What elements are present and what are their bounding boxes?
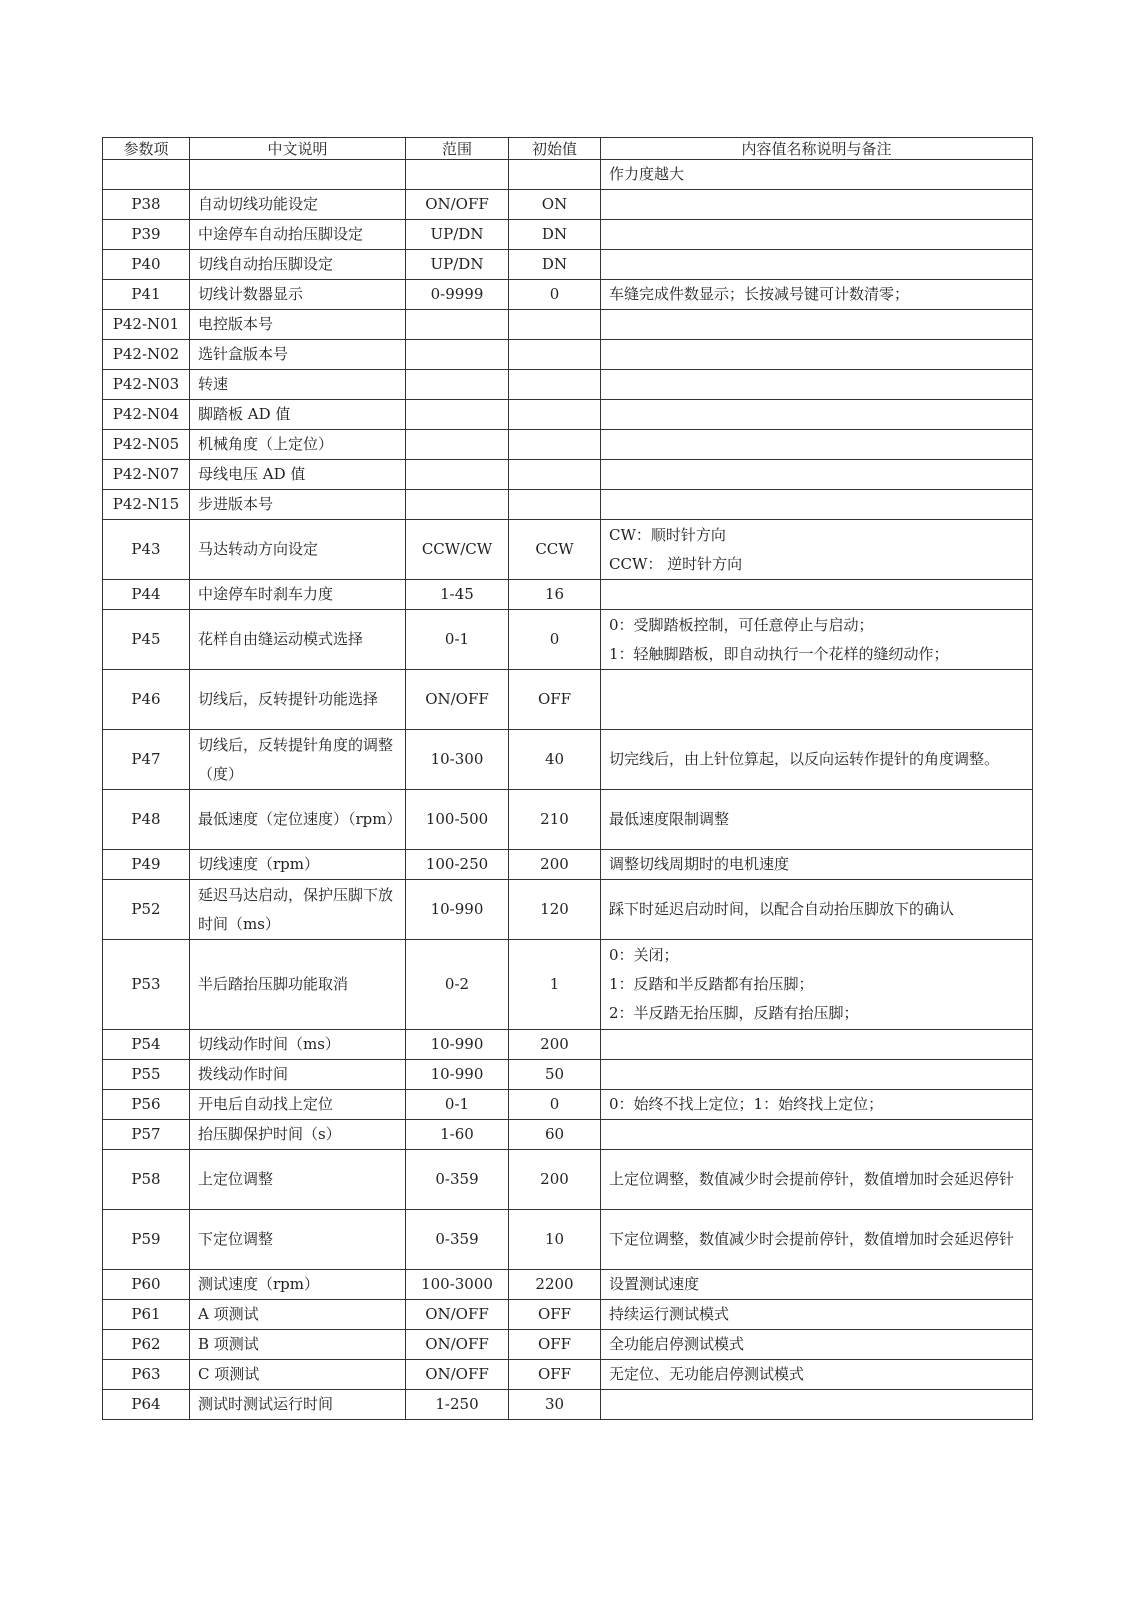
- param-description-cell: 最低速度（定位速度）（rpm）: [190, 790, 406, 850]
- param-initial-value-cell: 210: [509, 790, 601, 850]
- param-notes-cell: [601, 1030, 1033, 1060]
- param-code-cell: P43: [103, 520, 190, 580]
- param-initial-value-cell: CCW: [509, 520, 601, 580]
- param-description-cell: 转速: [190, 370, 406, 400]
- header-range: 范围: [406, 138, 509, 160]
- param-range-cell: 10-990: [406, 880, 509, 940]
- param-code-cell: P45: [103, 610, 190, 670]
- param-notes-cell: [601, 730, 1033, 790]
- param-notes-cell: [601, 370, 1033, 400]
- param-code-cell: P64: [103, 1390, 190, 1420]
- header-initial-value: 初始值: [509, 138, 601, 160]
- param-notes-cell: [601, 850, 1033, 880]
- param-code-cell: P39: [103, 220, 190, 250]
- note-line: CW：顺时针方向: [609, 525, 726, 544]
- param-initial-value-cell: 40: [509, 730, 601, 790]
- table-row: [103, 220, 1033, 250]
- param-range-cell: 0-9999: [406, 280, 509, 310]
- param-code-cell: P44: [103, 580, 190, 610]
- table-row: [103, 370, 1033, 400]
- param-description-cell: 脚踏板 AD 值: [190, 400, 406, 430]
- note-line: 持续运行测试模式: [609, 1305, 730, 1323]
- param-range-cell: ON/OFF: [406, 1330, 509, 1360]
- note-line: 上定位调整，数值减少时会提前停针，数值增加时会延迟停针: [609, 1170, 1015, 1188]
- param-description-cell: 切线后，反转提针功能选择: [190, 670, 406, 730]
- param-range-cell: 10-990: [406, 1060, 509, 1090]
- table-row: [103, 1060, 1033, 1090]
- param-initial-value-cell: OFF: [509, 670, 601, 730]
- param-initial-value-cell: 10: [509, 1210, 601, 1270]
- param-description-cell: A 项测试: [190, 1300, 406, 1330]
- param-range-cell: [406, 460, 509, 490]
- note-line: 0：关闭；: [609, 946, 679, 964]
- param-range-cell: 0-1: [406, 1090, 509, 1120]
- table-row: [103, 340, 1033, 370]
- param-initial-value-cell: 200: [509, 850, 601, 880]
- param-notes-cell: [601, 1210, 1033, 1270]
- param-description-cell: 自动切线功能设定: [190, 190, 406, 220]
- header-row: [103, 138, 1033, 160]
- param-notes-cell: [601, 610, 1033, 670]
- table-row: [103, 940, 1033, 1030]
- table-row: [103, 850, 1033, 880]
- param-description-cell: 切线速度（rpm）: [190, 850, 406, 880]
- param-notes-cell: [601, 310, 1033, 340]
- param-notes-cell: [601, 400, 1033, 430]
- param-range-cell: [406, 400, 509, 430]
- table-body: [103, 160, 1033, 1420]
- table-header: [103, 138, 1033, 160]
- param-range-cell: 100-3000: [406, 1270, 509, 1300]
- param-notes-cell: [601, 790, 1033, 850]
- param-notes-cell: [601, 460, 1033, 490]
- param-range-cell: ON/OFF: [406, 190, 509, 220]
- note-line: CCW： 逆时针方向: [609, 554, 743, 573]
- param-notes-cell: [601, 250, 1033, 280]
- table-row: [103, 1090, 1033, 1120]
- param-description-cell: 切线动作时间（ms）: [190, 1030, 406, 1060]
- table-row: [103, 790, 1033, 850]
- table-row: [103, 190, 1033, 220]
- param-notes-cell: [601, 190, 1033, 220]
- param-description-cell: 马达转动方向设定: [190, 520, 406, 580]
- table-row: [103, 1120, 1033, 1150]
- param-initial-value-cell: OFF: [509, 1300, 601, 1330]
- table-row: [103, 1270, 1033, 1300]
- table-row: [103, 520, 1033, 580]
- table-row: [103, 670, 1033, 730]
- table-row: [103, 1360, 1033, 1390]
- table-row: [103, 310, 1033, 340]
- note-line: 0：受脚踏板控制，可任意停止与启动；: [609, 615, 874, 634]
- param-description-cell: 花样自由缝运动模式选择: [190, 610, 406, 670]
- param-code-cell: P42-N04: [103, 400, 190, 430]
- param-description-cell: 测试时测试运行时间: [190, 1390, 406, 1420]
- param-notes-cell: [601, 880, 1033, 940]
- param-range-cell: 0-359: [406, 1210, 509, 1270]
- header-code: 参数项: [103, 138, 190, 160]
- param-code-cell: P42-N03: [103, 370, 190, 400]
- header-description: 中文说明: [190, 138, 406, 160]
- param-range-cell: UP/DN: [406, 250, 509, 280]
- param-code-cell: P59: [103, 1210, 190, 1270]
- note-line: 车缝完成件数显示；长按减号键可计数清零；: [609, 285, 910, 303]
- param-initial-value-cell: 60: [509, 1120, 601, 1150]
- param-code-cell: P42-N05: [103, 430, 190, 460]
- param-initial-value-cell: [509, 430, 601, 460]
- param-range-cell: [406, 310, 509, 340]
- param-initial-value-cell: 120: [509, 880, 601, 940]
- param-code-cell: P42-N15: [103, 490, 190, 520]
- table-row: [103, 1300, 1033, 1330]
- param-initial-value-cell: 200: [509, 1030, 601, 1060]
- note-line: 0：始终不找上定位；1：始终找上定位；: [609, 1095, 884, 1113]
- param-description-cell: 母线电压 AD 值: [190, 460, 406, 490]
- note-line: 全功能启停测试模式: [609, 1335, 745, 1353]
- param-code-cell: P42-N02: [103, 340, 190, 370]
- param-description-cell: 拨线动作时间: [190, 1060, 406, 1090]
- param-notes-cell: [601, 1090, 1033, 1120]
- note-line: 最低速度限制调整: [609, 810, 730, 828]
- param-notes-cell: [601, 430, 1033, 460]
- param-notes-cell: [601, 1330, 1033, 1360]
- param-code-cell: P42-N01: [103, 310, 190, 340]
- param-code-cell: [103, 160, 190, 190]
- param-notes-cell: [601, 580, 1033, 610]
- param-range-cell: [406, 160, 509, 190]
- param-code-cell: P52: [103, 880, 190, 940]
- note-line: 设置测试速度: [609, 1275, 700, 1293]
- param-range-cell: [406, 490, 509, 520]
- param-initial-value-cell: [509, 490, 601, 520]
- param-initial-value-cell: OFF: [509, 1360, 601, 1390]
- param-initial-value-cell: ON: [509, 190, 601, 220]
- param-notes-cell: [601, 160, 1033, 190]
- param-description-cell: 抬压脚保护时间（s）: [190, 1120, 406, 1150]
- param-notes-cell: [601, 1270, 1033, 1300]
- param-initial-value-cell: 50: [509, 1060, 601, 1090]
- param-code-cell: P49: [103, 850, 190, 880]
- param-range-cell: ON/OFF: [406, 670, 509, 730]
- param-range-cell: 100-250: [406, 850, 509, 880]
- note-line: 1：反踏和半反踏都有抬压脚；: [609, 975, 814, 993]
- param-description-cell: 机械角度（上定位）: [190, 430, 406, 460]
- param-description-cell: 切线自动抬压脚设定: [190, 250, 406, 280]
- param-code-cell: P58: [103, 1150, 190, 1210]
- param-initial-value-cell: 2200: [509, 1270, 601, 1300]
- param-description-cell: 中途停车时刹车力度: [190, 580, 406, 610]
- param-range-cell: 1-250: [406, 1390, 509, 1420]
- param-initial-value-cell: 200: [509, 1150, 601, 1210]
- param-code-cell: P61: [103, 1300, 190, 1330]
- param-description-cell: 测试速度（rpm）: [190, 1270, 406, 1300]
- table-row: [103, 460, 1033, 490]
- param-notes-cell: [601, 520, 1033, 580]
- note-line: 1：轻触脚踏板，即自动执行一个花样的缝纫动作；: [609, 644, 949, 663]
- param-code-cell: P55: [103, 1060, 190, 1090]
- param-code-cell: P42-N07: [103, 460, 190, 490]
- param-notes-cell: [601, 940, 1033, 1030]
- param-description-cell: 中途停车自动抬压脚设定: [190, 220, 406, 250]
- note-line: 下定位调整，数值减少时会提前停针，数值增加时会延迟停针: [609, 1230, 1015, 1248]
- param-description-cell: C 项测试: [190, 1360, 406, 1390]
- param-initial-value-cell: [509, 340, 601, 370]
- param-range-cell: UP/DN: [406, 220, 509, 250]
- param-notes-cell: [601, 1150, 1033, 1210]
- param-range-cell: 10-300: [406, 730, 509, 790]
- param-notes-cell: [601, 340, 1033, 370]
- param-code-cell: P60: [103, 1270, 190, 1300]
- parameter-table: [102, 137, 1033, 1420]
- param-description-cell: 选针盒版本号: [190, 340, 406, 370]
- param-notes-cell: [601, 1300, 1033, 1330]
- table-row: [103, 1210, 1033, 1270]
- param-range-cell: CCW/CW: [406, 520, 509, 580]
- param-range-cell: 1-60: [406, 1120, 509, 1150]
- table-row: [103, 160, 1033, 190]
- param-initial-value-cell: 0: [509, 610, 601, 670]
- note-line: 作力度越大: [609, 165, 685, 183]
- param-code-cell: P40: [103, 250, 190, 280]
- param-description-cell: 下定位调整: [190, 1210, 406, 1270]
- header-notes: 内容值名称说明与备注: [601, 138, 1033, 160]
- param-notes-cell: [601, 1360, 1033, 1390]
- param-code-cell: P63: [103, 1360, 190, 1390]
- param-range-cell: [406, 370, 509, 400]
- param-initial-value-cell: 30: [509, 1390, 601, 1420]
- table-row: [103, 580, 1033, 610]
- param-range-cell: [406, 340, 509, 370]
- table-row: [103, 1030, 1033, 1060]
- param-notes-cell: [601, 1060, 1033, 1090]
- note-line: 无定位、无功能启停测试模式: [609, 1365, 805, 1383]
- param-notes-cell: [601, 1120, 1033, 1150]
- param-range-cell: 0-2: [406, 940, 509, 1030]
- note-line: 调整切线周期时的电机速度: [609, 855, 790, 873]
- param-notes-cell: [601, 1390, 1033, 1420]
- param-range-cell: 100-500: [406, 790, 509, 850]
- param-initial-value-cell: 1: [509, 940, 601, 1030]
- param-code-cell: P54: [103, 1030, 190, 1060]
- param-description-cell: 步进版本号: [190, 490, 406, 520]
- param-initial-value-cell: 16: [509, 580, 601, 610]
- param-code-cell: P48: [103, 790, 190, 850]
- param-range-cell: 1-45: [406, 580, 509, 610]
- table-row: [103, 1150, 1033, 1210]
- param-range-cell: ON/OFF: [406, 1300, 509, 1330]
- param-code-cell: P56: [103, 1090, 190, 1120]
- param-description-cell: 半后踏抬压脚功能取消: [190, 940, 406, 1030]
- param-initial-value-cell: 0: [509, 280, 601, 310]
- table-row: [103, 430, 1033, 460]
- param-initial-value-cell: [509, 160, 601, 190]
- table-row: [103, 1390, 1033, 1420]
- param-range-cell: 0-359: [406, 1150, 509, 1210]
- table-row: [103, 1330, 1033, 1360]
- table-row: [103, 490, 1033, 520]
- param-notes-cell: [601, 280, 1033, 310]
- note-line: 切完线后，由上针位算起，以反向运转作提针的角度调整。: [609, 750, 1000, 768]
- param-initial-value-cell: [509, 370, 601, 400]
- param-notes-cell: [601, 490, 1033, 520]
- param-code-cell: P47: [103, 730, 190, 790]
- table-row: [103, 280, 1033, 310]
- param-code-cell: P62: [103, 1330, 190, 1360]
- param-description-cell: 延迟马达启动，保护压脚下放时间（ms）: [190, 880, 406, 940]
- param-description-cell: 切线后，反转提针角度的调整（度）: [190, 730, 406, 790]
- table-row: [103, 730, 1033, 790]
- param-description-cell: 切线计数器显示: [190, 280, 406, 310]
- table-row: [103, 880, 1033, 940]
- param-description-cell: 上定位调整: [190, 1150, 406, 1210]
- param-description-cell: 开电后自动找上定位: [190, 1090, 406, 1120]
- param-code-cell: P41: [103, 280, 190, 310]
- param-initial-value-cell: [509, 310, 601, 340]
- param-code-cell: P57: [103, 1120, 190, 1150]
- param-notes-cell: [601, 670, 1033, 730]
- param-range-cell: [406, 430, 509, 460]
- param-initial-value-cell: DN: [509, 220, 601, 250]
- param-initial-value-cell: 0: [509, 1090, 601, 1120]
- param-code-cell: P38: [103, 190, 190, 220]
- note-line: 踩下时延迟启动时间，以配合自动抬压脚放下的确认: [609, 900, 955, 918]
- param-code-cell: P53: [103, 940, 190, 1030]
- param-code-cell: P46: [103, 670, 190, 730]
- param-initial-value-cell: [509, 400, 601, 430]
- param-initial-value-cell: DN: [509, 250, 601, 280]
- table-row: [103, 400, 1033, 430]
- note-line: 2：半反踏无抬压脚，反踏有抬压脚；: [609, 1004, 859, 1022]
- table-row: [103, 610, 1033, 670]
- param-range-cell: 0-1: [406, 610, 509, 670]
- param-notes-cell: [601, 220, 1033, 250]
- param-range-cell: 10-990: [406, 1030, 509, 1060]
- param-description-cell: [190, 160, 406, 190]
- param-initial-value-cell: OFF: [509, 1330, 601, 1360]
- table-row: [103, 250, 1033, 280]
- param-description-cell: 电控版本号: [190, 310, 406, 340]
- param-description-cell: B 项测试: [190, 1330, 406, 1360]
- param-range-cell: ON/OFF: [406, 1360, 509, 1390]
- param-initial-value-cell: [509, 460, 601, 490]
